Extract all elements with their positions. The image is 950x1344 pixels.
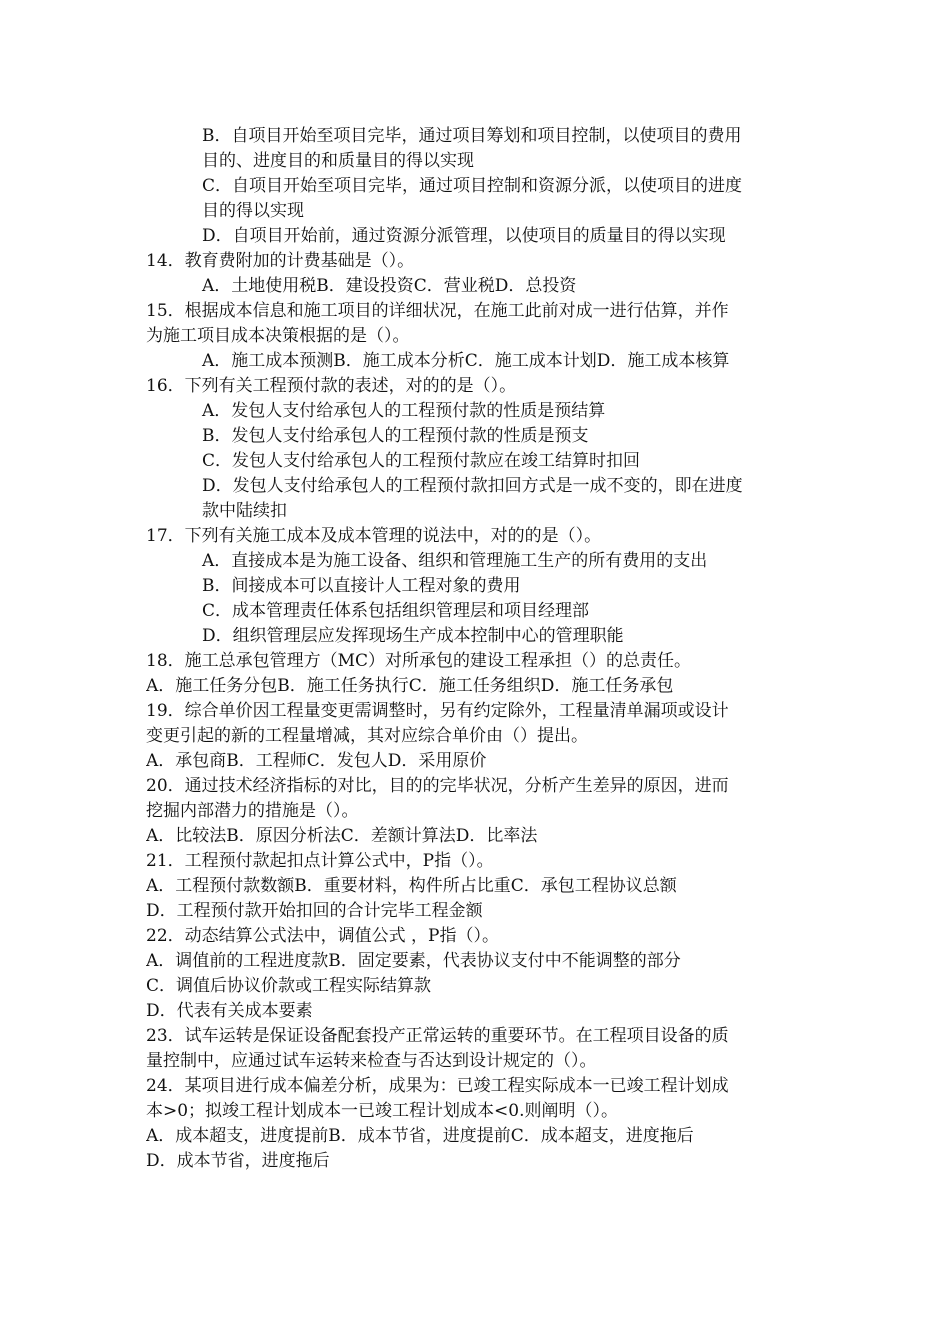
text-line: 目的、进度目的和质量目的得以实现 [202,151,474,171]
text-line: B．间接成本可以直接计人工程对象的费用 [202,576,521,596]
text-line: A．施工任务分包B．施工任务执行C．施工任务组织D．施工任务承包 [146,676,674,696]
text-line: 14．教育费附加的计费基础是（）。 [146,251,415,271]
text-line: A．成本超支，进度提前B．成本节省，进度提前C．成本超支，进度拖后 [146,1126,694,1146]
text-line: 16．下列有关工程预付款的表述，对的的是（）。 [146,376,517,396]
text-line: 为施工项目成本决策根据的是（）。 [146,326,410,346]
text-line: 23．试车运转是保证设备配套投产正常运转的重要环节。在工程项目设备的质 [146,1026,729,1046]
text-line: 22．动态结算公式法中，调值公式 ，P指（）。 [146,926,499,946]
text-line: B．自项目开始至项目完毕，通过项目筹划和项目控制，以使项目的费用 [202,126,742,146]
text-line: 变更引起的新的工程量增减，其对应综合单价由（）提出。 [146,726,588,746]
text-line: 24．某项目进行成本偏差分析，成果为：已竣工程实际成本一已竣工程计划成 [146,1076,729,1096]
text-line: D．组织管理层应发挥现场生产成本控制中心的管理职能 [202,626,624,646]
text-line: D．工程预付款开始扣回的合计完毕工程金额 [146,901,483,921]
text-line: 21．工程预付款起扣点计算公式中，P指（）。 [146,851,494,871]
text-line: A．工程预付款数额B．重要材料，构件所占比重C．承包工程协议总额 [146,876,677,896]
text-line: A．土地使用税B．建设投资C．营业税D．总投资 [202,276,577,296]
text-line: 19．综合单价因工程量变更需调整时，另有约定除外，工程量清单漏项或设计 [146,701,729,721]
text-line: A．承包商B．工程师C．发包人D．采用原价 [146,751,487,771]
text-line: 15．根据成本信息和施工项目的详细状况，在施工此前对成一进行估算，并作 [146,301,729,321]
text-line: 款中陆续扣 [202,501,287,521]
text-line: A．直接成本是为施工设备、组织和管理施工生产的所有费用的支出 [202,551,708,571]
text-line: D．自项目开始前，通过资源分派管理，以使项目的质量目的得以实现 [202,226,726,246]
text-line: 17．下列有关施工成本及成本管理的说法中，对的的是（）。 [146,526,602,546]
text-line: 20．通过技术经济指标的对比，目的的完毕状况，分析产生差异的原因，进而 [146,776,729,796]
document-body [146,124,810,1174]
text-line: 挖掘内部潜力的措施是（）。 [146,801,359,821]
text-line: C．自项目开始至项目完毕，通过项目控制和资源分派，以使项目的进度 [202,176,743,196]
text-line: A．调值前的工程进度款B．固定要素，代表协议支付中不能调整的部分 [146,951,681,971]
text-line: B．发包人支付给承包人的工程预付款的性质是预支 [202,426,589,446]
text-line: D．成本节省，进度拖后 [146,1151,330,1171]
text-line: 量控制中，应通过试车运转来检查与否达到设计规定的（）。 [146,1051,597,1071]
text-line: C．成本管理责任体系包括组织管理层和项目经理部 [202,601,590,621]
text-line: C．发包人支付给承包人的工程预付款应在竣工结算时扣回 [202,451,641,471]
text-line: D．代表有关成本要素 [146,1001,313,1021]
text-line: A．施工成本预测B．施工成本分析C．施工成本计划D．施工成本核算 [202,351,730,371]
text-line: D．发包人支付给承包人的工程预付款扣回方式是一成不变的，即在进度 [202,476,743,496]
text-line: 本>0；拟竣工程计划成本一已竣工程计划成本<0.则阐明（）。 [146,1101,619,1121]
text-line: 18．施工总承包管理方（MC）对所承包的建设工程承担（）的总责任。 [146,651,692,671]
text-line: 目的得以实现 [202,201,304,221]
text-line: A．发包人支付给承包人的工程预付款的性质是预结算 [202,401,606,421]
text-line: A．比较法B．原因分析法C．差额计算法D．比率法 [146,826,538,846]
text-line: C．调值后协议价款或工程实际结算款 [146,976,432,996]
